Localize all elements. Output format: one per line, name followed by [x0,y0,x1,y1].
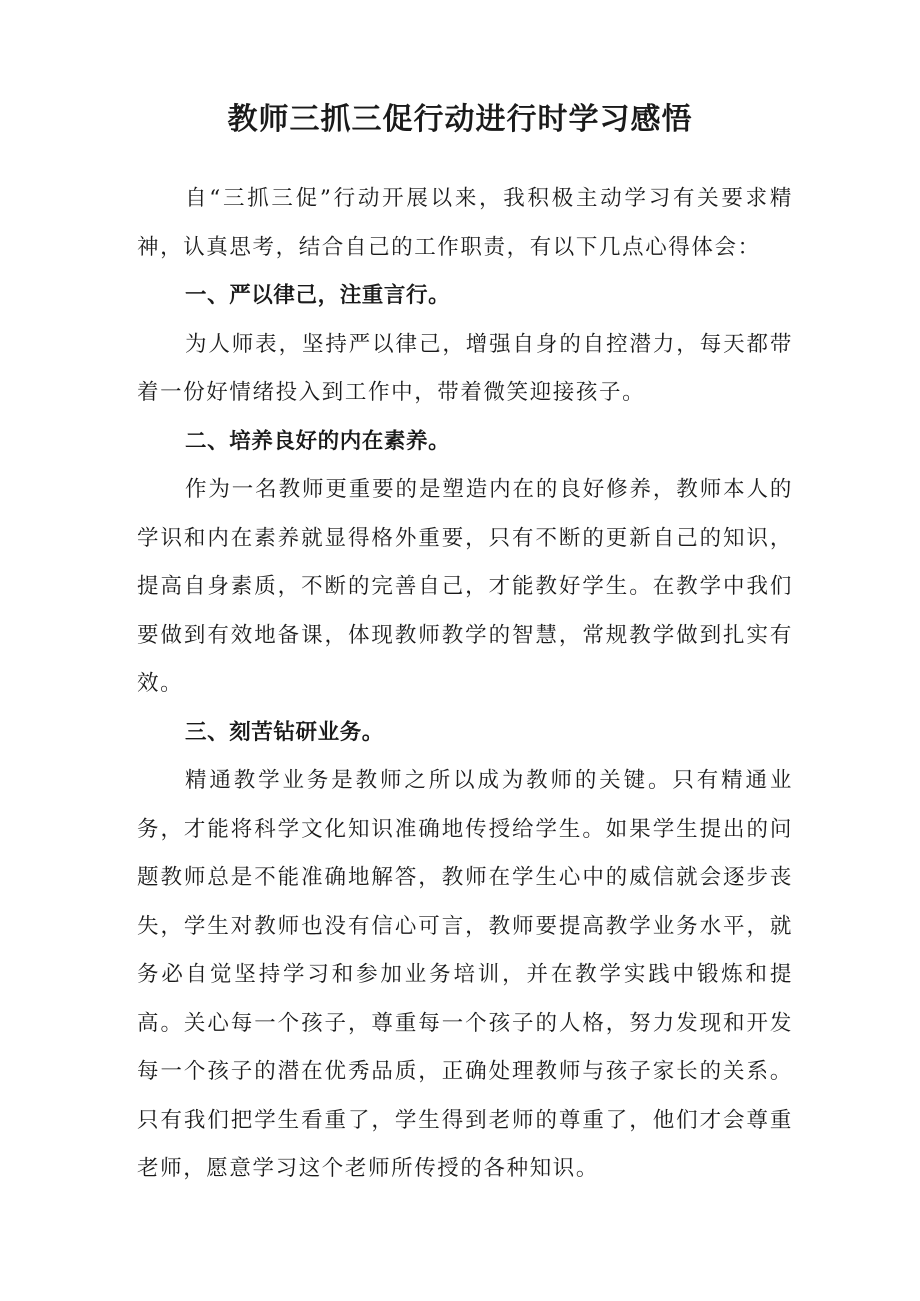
document-body [137,175,793,1194]
intro-paragraph: 自“三抓三促”行动开展以来，我积极主动学习有关要求精神，认真思考，结合自己的工作职责，有以下几点心得体会： [137,186,793,260]
section-heading-2: 二、培养良好的内在素养。 [185,428,451,454]
section-3-paragraph: 精通教学业务是教师之所以成为教师的关键。只有精通业务，才能将科学文化知识准确地传授给学生。如果学生提出的问题教师总是不能准确地解答，教师在学生心中的威信就会逐步丧失，学生对教师也没有信心可言，教师要提高教学业务水平，就务必自觉坚持学习和参加业务培训，并在教学实践中锻炼和提高。关心每一个孩子，尊重每一个孩子的人格，努力发现和开发每一个孩子的潜在优秀品质，正确处理教师与孩子家长的关系。只有我们把学生看重了，学生得到老师的尊重了，他们才会尊重老师，愿意学习这个老师所传授的各种知识。 [137,768,793,1181]
section-2-paragraph: 作为一名教师更重要的是塑造内在的良好修养，教师本人的学识和内在素养就显得格外重要，只有不断的更新自己的知识，提高自身素质，不断的完善自己，才能教好学生。在教学中我们要做到有效地备课，体现教师教学的智慧，常规教学做到扎实有效。 [137,477,793,696]
section-heading-3: 三、刻苦钻研业务。 [185,719,384,745]
section-heading-1: 一、严以律己，注重言行。 [185,283,451,308]
document-title: 教师三抓三促行动进行时学习感悟 [227,102,693,137]
section-1-paragraph: 为人师表，坚持严以律己，增强自身的自控潜力，每天都带着一份好情绪投入到工作中，带着微笑迎接孩子。 [137,331,793,405]
